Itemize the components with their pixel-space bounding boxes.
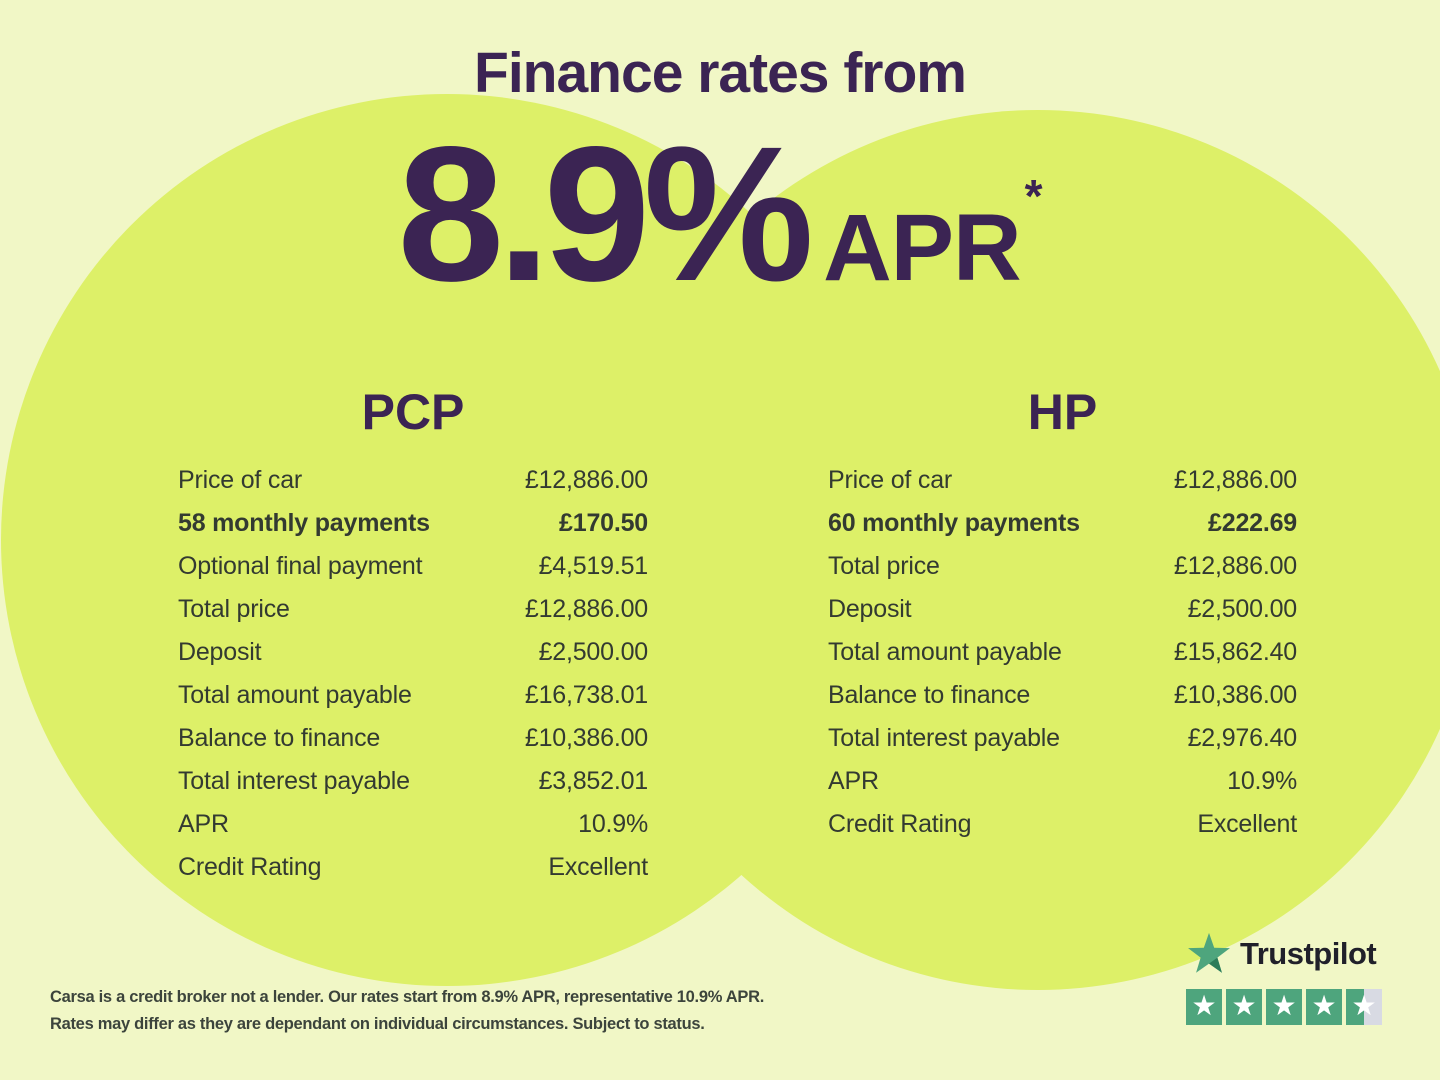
table-row bbox=[178, 545, 648, 588]
table-row bbox=[178, 717, 648, 760]
table-row bbox=[178, 846, 648, 889]
row-label: Total amount payable bbox=[178, 681, 412, 709]
table-row bbox=[178, 760, 648, 803]
row-value: £10,386.00 bbox=[1173, 681, 1297, 709]
row-value: £222.69 bbox=[1208, 509, 1297, 537]
row-value: £2,500.00 bbox=[1187, 595, 1297, 623]
star-icon: ★ bbox=[1191, 989, 1217, 1022]
trustpilot-rating-stars bbox=[1186, 989, 1382, 1025]
star-icon: ★ bbox=[1351, 989, 1377, 1022]
table-row bbox=[178, 588, 648, 631]
row-label: Credit Rating bbox=[178, 853, 322, 881]
table-row bbox=[828, 545, 1297, 588]
table-row bbox=[828, 502, 1297, 545]
row-value: 10.9% bbox=[1227, 767, 1297, 795]
page-title: Finance rates from bbox=[474, 41, 966, 105]
table-row bbox=[178, 459, 648, 502]
row-label: Price of car bbox=[178, 466, 303, 494]
row-value: £12,886.00 bbox=[1173, 552, 1297, 580]
table-row bbox=[178, 502, 648, 545]
row-value: £3,852.01 bbox=[538, 767, 648, 795]
table-row bbox=[828, 674, 1297, 717]
table-row bbox=[828, 717, 1297, 760]
row-label: Credit Rating bbox=[828, 810, 972, 838]
rate-asterisk: * bbox=[1024, 170, 1043, 222]
row-label: Balance to finance bbox=[178, 724, 381, 752]
trustpilot-wordmark: Trustpilot bbox=[1240, 936, 1377, 971]
row-label: Total price bbox=[178, 595, 290, 623]
row-label: Total interest payable bbox=[828, 724, 1060, 752]
row-label: Total price bbox=[828, 552, 940, 580]
table-row bbox=[178, 803, 648, 846]
row-value: £170.50 bbox=[559, 509, 648, 537]
table-row bbox=[828, 588, 1297, 631]
pcp-panel bbox=[178, 383, 648, 889]
row-label: Balance to finance bbox=[828, 681, 1031, 709]
row-label: APR bbox=[178, 810, 229, 838]
trustpilot-star-icon bbox=[1186, 932, 1232, 976]
star-icon: ★ bbox=[1271, 989, 1297, 1022]
star-box-full bbox=[1266, 989, 1302, 1025]
headline-rate bbox=[0, 106, 1440, 321]
row-value: Excellent bbox=[1197, 810, 1297, 838]
star-icon: ★ bbox=[1231, 989, 1257, 1022]
star-icon: ★ bbox=[1311, 989, 1337, 1022]
pcp-heading: PCP bbox=[361, 384, 465, 440]
row-value: £12,886.00 bbox=[1173, 466, 1297, 494]
rate-value: 8.9% bbox=[397, 106, 808, 321]
disclaimer-line-1: Carsa is a credit broker not a lender. Our rates start from 8.9% APR, representative 10.9% APR. bbox=[50, 988, 764, 1006]
row-value: £16,738.01 bbox=[524, 681, 648, 709]
trustpilot-badge bbox=[1186, 932, 1382, 1025]
trustpilot-logo bbox=[1186, 932, 1382, 976]
row-label: Total interest payable bbox=[178, 767, 410, 795]
row-label: Total amount payable bbox=[828, 638, 1062, 666]
star-box-full bbox=[1306, 989, 1342, 1025]
hp-panel bbox=[828, 383, 1297, 846]
row-label: Optional final payment bbox=[178, 552, 423, 580]
row-label: Deposit bbox=[178, 638, 262, 666]
hp-heading: HP bbox=[1027, 384, 1098, 440]
star-box-half bbox=[1346, 989, 1382, 1025]
row-value: Excellent bbox=[548, 853, 648, 881]
table-row bbox=[178, 674, 648, 717]
row-label: APR bbox=[828, 767, 879, 795]
row-value: £2,976.40 bbox=[1187, 724, 1297, 752]
row-label: Price of car bbox=[828, 466, 953, 494]
row-value: 10.9% bbox=[578, 810, 648, 838]
row-label: 58 monthly payments bbox=[178, 509, 430, 537]
disclaimer-line-2: Rates may differ as they are dependant on individual circumstances. Subject to status. bbox=[50, 1015, 705, 1033]
rate-apr-label: APR bbox=[823, 195, 1021, 301]
disclaimer-text bbox=[50, 984, 764, 1038]
row-value: £2,500.00 bbox=[538, 638, 648, 666]
row-label: Deposit bbox=[828, 595, 912, 623]
table-row bbox=[828, 803, 1297, 846]
star-box-full bbox=[1226, 989, 1262, 1025]
row-value: £12,886.00 bbox=[524, 466, 648, 494]
table-row bbox=[828, 459, 1297, 502]
row-value: £4,519.51 bbox=[538, 552, 648, 580]
table-row bbox=[828, 760, 1297, 803]
row-value: £15,862.40 bbox=[1173, 638, 1297, 666]
table-row bbox=[828, 631, 1297, 674]
table-row bbox=[178, 631, 648, 674]
star-box-full bbox=[1186, 989, 1222, 1025]
row-value: £12,886.00 bbox=[524, 595, 648, 623]
row-value: £10,386.00 bbox=[524, 724, 648, 752]
row-label: 60 monthly payments bbox=[828, 509, 1080, 537]
